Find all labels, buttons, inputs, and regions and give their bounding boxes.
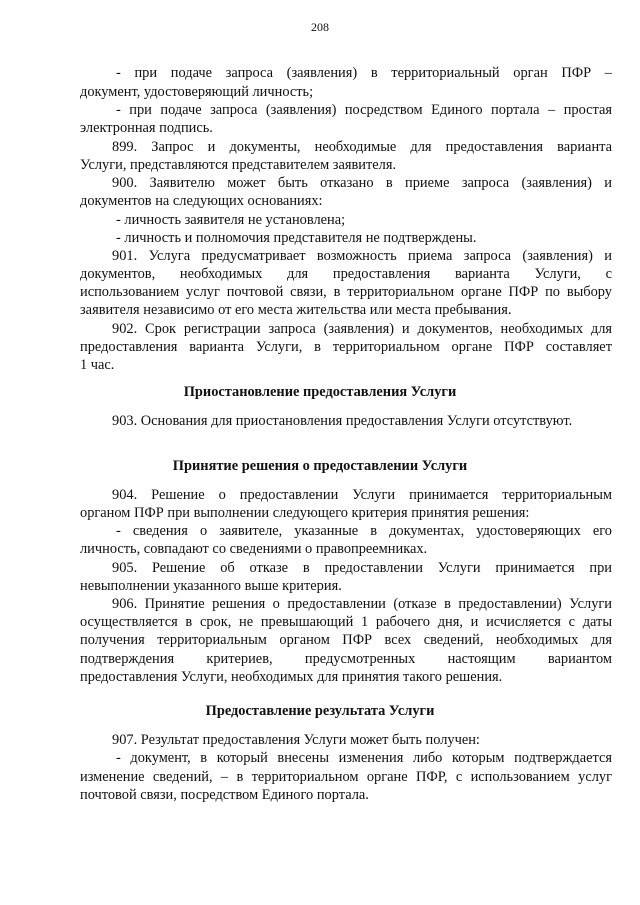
text-line: 1 час. <box>80 357 115 373</box>
text-line: документов, необходимых для предоставления варианта Услуги, с <box>80 266 612 282</box>
text-line: получения территориальным органом ПФР всех сведений, необходимых для <box>80 632 612 648</box>
text-line: 900. Заявителю может быть отказано в приеме запроса (заявления) и <box>112 175 612 191</box>
text-line: 899. Запрос и документы, необходимые для предоставления варианта <box>112 139 612 155</box>
text-line: личность, совпадают со сведениями о правопреемниках. <box>80 541 428 557</box>
text-line: 904. Решение о предоставлении Услуги принимается территориальным <box>112 487 612 503</box>
text-line: - личность и полномочия представителя не подтверждены. <box>116 230 477 246</box>
text-line: изменение сведений, – в территориальном органе ПФР, с использованием услуг <box>80 769 612 785</box>
text-line: заявителя независимо от его места жительства или места пребывания. <box>80 302 512 318</box>
text-line: 902. Срок регистрации запроса (заявления) и документов, необходимых для <box>112 321 612 337</box>
text-line: невыполнении указанного выше критерия. <box>80 578 342 594</box>
section-heading: Принятие решения о предоставлении Услуги <box>172 458 468 474</box>
text-line: документ, удостоверяющий личность; <box>80 84 314 100</box>
text-line: предоставления Услуги, необходимых для принятия такого решения. <box>80 669 503 685</box>
text-line: осуществляется в срок, не превышающий 1 рабочего дня, и исчисляется с даты <box>80 614 612 630</box>
text-line: электронная подпись. <box>80 120 213 136</box>
text-line: Услуги, представляются представителем заявителя. <box>80 157 397 173</box>
text-line: - документ, в который внесены изменения либо которым подтверждается <box>116 750 612 766</box>
text-line: предоставления варианта Услуги, в территориальном органе ПФР составляет <box>80 339 612 355</box>
text-line: подтверждения критериев, предусмотренных настоящим вариантом <box>80 651 612 667</box>
text-line: - сведения о заявителе, указанные в документах, удостоверяющих его <box>116 523 612 539</box>
text-line: 901. Услуга предусматривает возможность приема запроса (заявления) и <box>112 248 612 264</box>
text-line: органом ПФР при выполнении следующего критерия принятия решения: <box>80 505 530 521</box>
text-line: - при подаче запроса (заявления) в территориальный орган ПФР – <box>116 65 612 81</box>
text-line: 903. Основания для приостановления предоставления Услуги отсутствуют. <box>112 413 573 429</box>
section-heading: Предоставление результата Услуги <box>205 703 435 719</box>
text-line: 906. Принятие решения о предоставлении (отказе в предоставлении) Услуги <box>112 596 612 612</box>
section-heading: Приостановление предоставления Услуги <box>183 384 457 400</box>
text-line: использованием услуг почтовой связи, в территориальном органе ПФР по выбору <box>80 284 612 300</box>
text-line: почтовой связи, посредством Единого портала. <box>80 787 369 803</box>
text-line: 907. Результат предоставления Услуги может быть получен: <box>112 732 480 748</box>
text-line: 905. Решение об отказе в предоставлении Услуги принимается при <box>112 560 612 576</box>
text-line: - при подаче запроса (заявления) посредством Единого портала – простая <box>116 102 612 118</box>
page-number: 208 <box>311 20 329 34</box>
text-line: - личность заявителя не установлена; <box>116 212 346 228</box>
text-line: документов на следующих основаниях: <box>80 193 323 209</box>
